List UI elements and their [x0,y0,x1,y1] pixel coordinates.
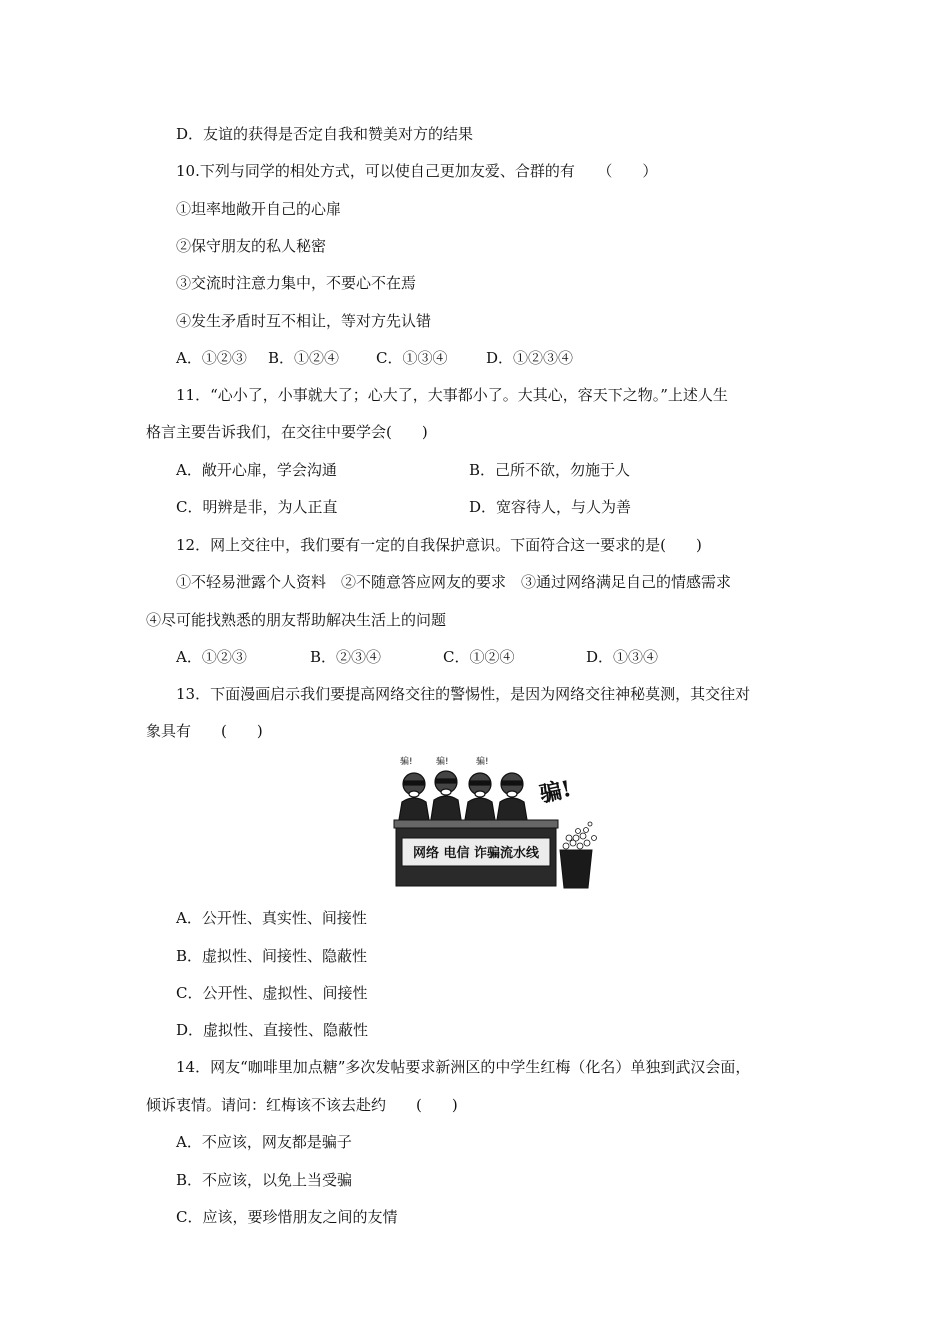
q10-option-b: B．①②④ [268,349,340,367]
q11-stem-line2: 格言主要告诉我们，在交往中要学会( ) [146,423,428,441]
q10-item-2: ②保守朋友的私人秘密 [176,237,327,255]
fraud-cartoon [380,754,604,890]
q12-option-b: B．②③④ [310,648,382,666]
cartoon-bubble-3: 骗! [476,757,489,767]
q10-item-1: ①坦率地敞开自己的心扉 [176,200,342,218]
q13-stem-line2: 象具有 ( ) [146,722,263,740]
q11-option-b: B．己所不欲，勿施于人 [469,461,631,479]
q13-option-d: D．虚拟性、直接性、隐蔽性 [176,1021,369,1039]
q14-stem-line1: 14．网友“咖啡里加点糖”多次发帖要求新洲区的中学生红梅（化名）单独到武汉会面， [176,1058,751,1076]
q11-option-c: C．明辨是非，为人正直 [176,498,338,516]
q10-option-d: D．①②③④ [486,349,574,367]
q12-stem: 12．网上交往中，我们要有一定的自我保护意识。下面符合这一要求的是( ) [176,536,702,554]
cartoon-bubble-1: 骗! [400,757,413,767]
q12-items-line1: ①不轻易泄露个人资料 ②不随意答应网友的要求 ③通过网络满足自己的情感需求 [176,573,732,591]
q13-stem-line1: 13．下面漫画启示我们要提高网络交往的警惕性，是因为网络交往神秘莫测，其交往对 [176,685,751,703]
q14-stem-line2: 倾诉衷情。请问：红梅该不该去赴约 ( ) [146,1096,458,1114]
q10-option-c: C．①③④ [376,349,448,367]
q14-option-a: A．不应该，网友都是骗子 [176,1133,352,1151]
cartoon-bubble-2: 骗! [436,757,449,767]
q12-option-d: D．①③④ [586,648,659,666]
q11-option-d: D．宽容待人，与人为善 [469,498,632,516]
q9-option-d: D．友谊的获得是否定自我和赞美对方的结果 [176,125,474,143]
q13-option-b: B．虚拟性、间接性、隐蔽性 [176,947,368,965]
q10-option-a: A．①②③ [176,349,247,367]
q11-option-a: A．敞开心扉，学会沟通 [176,461,337,479]
q12-option-c: C．①②④ [443,648,515,666]
q11-stem-line1: 11．“心小了，小事就大了；心大了，大事都小了。大其心，容天下之物。”上述人生 [176,386,728,404]
q14-option-b: B．不应该，以免上当受骗 [176,1171,353,1189]
q13-option-c: C．公开性、虚拟性、间接性 [176,984,368,1002]
cartoon-banner: 网络 电信 诈骗流水线 [412,846,540,861]
q13-option-a: A．公开性、真实性、间接性 [176,909,367,927]
q10-stem: 10.下列与同学的相处方式，可以使自己更加友爱、合群的有 （ ） [176,162,658,180]
q10-item-3: ③交流时注意力集中，不要心不在焉 [176,274,417,292]
q10-item-4: ④发生矛盾时互不相让，等对方先认错 [176,312,432,330]
cartoon-shout: 骗! [537,775,574,808]
q12-option-a: A．①②③ [176,648,247,666]
q14-option-c: C．应该，要珍惜朋友之间的友情 [176,1208,398,1226]
q12-items-line2: ④尽可能找熟悉的朋友帮助解决生活上的问题 [146,611,447,629]
